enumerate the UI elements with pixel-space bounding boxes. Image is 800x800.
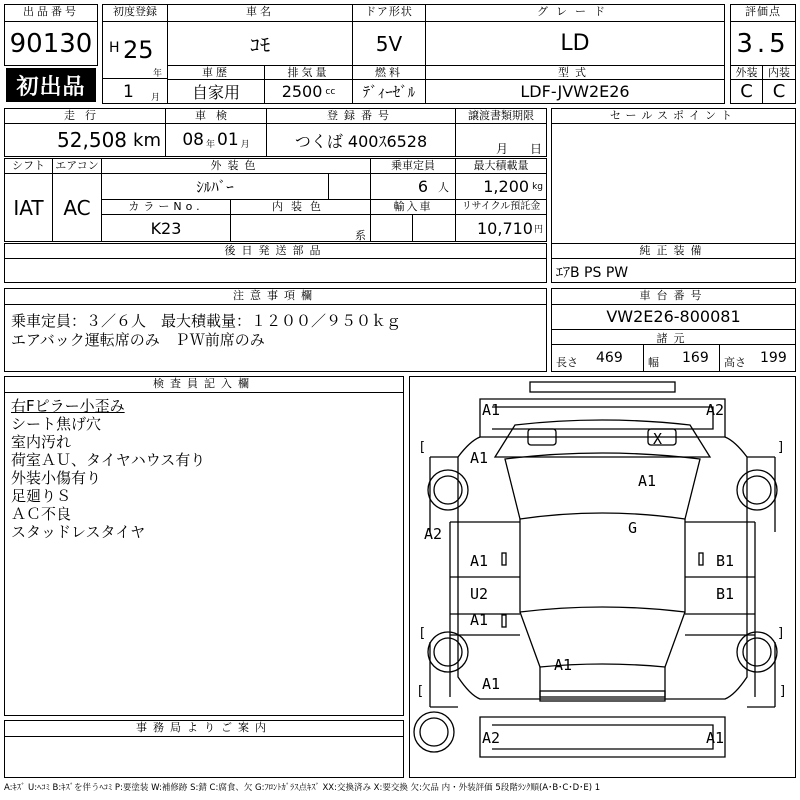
capacity-box [370,173,456,200]
header-section [4,4,796,104]
displacement: 2500 [281,82,323,101]
inspector-line: ＡＣ不良 [11,505,72,523]
mark-left-front-fender: A1 [470,449,489,467]
row3-section [4,158,547,242]
displacement-unit: cc [325,86,336,97]
transfer-month: 月 [496,142,509,156]
load-box [455,173,547,200]
model: LDF-JVW2E26 [425,79,725,104]
chassis-number: VW2E26-800081 [606,307,741,326]
notes-line-1: 乗車定員：３／６人 最大積載量：１２００／９５０ｋｇ [11,312,402,330]
mileage: 52,508 [57,128,128,152]
reg-month-box [102,78,168,104]
plate: つくば 400ｽ6528 [266,123,456,157]
inspector-line: スタッドレスタイヤ [11,523,146,541]
svg-text:[: [ [420,626,426,641]
svg-text:[: [ [420,440,426,455]
inspection-box [165,123,267,157]
dims-row [552,345,795,371]
mark-right-rear-panel: B1 [716,585,735,603]
fuel-label: 燃料 [352,65,426,80]
length: 469 [596,350,623,366]
insp-month-unit: 月 [240,139,250,150]
office-box [4,720,404,778]
capacity-unit: 人 [438,180,449,194]
sales-box [551,123,796,244]
load-unit: kg [532,181,543,192]
door-label: ドア形状 [352,4,426,22]
genuine-value: ｴｱB PS PW [556,265,629,281]
capacity: 6 [417,177,428,196]
name-label: 車名 [167,4,353,22]
history-label: 車歴 [167,65,265,80]
transfer-label: 譲渡書類期限 [455,108,547,124]
import-box-b [412,214,456,242]
svg-text:]: ] [778,440,784,455]
lot-label: 出品番号 [4,4,98,22]
mark-rear-right: A1 [706,729,725,747]
door-type: 5V [352,21,426,66]
mark-left-side: A2 [424,525,443,543]
capacity-label: 乗車定員 [370,158,456,174]
transfer-day: 日 [530,142,543,156]
later-parts-box [4,258,547,283]
recycle-box [455,214,547,242]
recycle-label: リサイクル預託金 [455,199,547,215]
car-name: ｺﾓ [167,21,353,66]
mark-left-front-door: A1 [470,552,489,570]
reg-month-unit: 月 [151,93,161,103]
mileage-box [4,123,166,157]
inspector-line: 足廻りＳ [11,487,72,505]
import-label: 輸入車 [370,199,456,215]
reg-month: 1 [123,82,134,102]
plate-label: 登録番号 [266,108,456,124]
inspector-box [4,376,404,716]
reg-year: 25 [123,36,154,64]
reg-label: 初度登録 [102,4,168,22]
score: 3.5 [730,21,796,66]
model-label: 型式 [425,65,725,80]
ext-grade-label: 外装 [730,65,763,80]
width: 169 [682,350,709,366]
fuel: ﾃﾞｨｰｾﾞﾙ [352,79,426,104]
mark-front-right: A2 [706,401,725,419]
height-label: 高さ [724,356,746,369]
mark-left-slide-door: U2 [470,585,489,603]
int-color-label: 内装色 [230,199,371,215]
notes-label: 注意事項欄 [5,289,546,305]
ext-color-label: 外装色 [101,158,371,174]
notes-line-2: エアバック運転席のみ ＰＷ前席のみ [11,331,265,349]
width-label: 幅 [648,356,659,369]
first-listing-badge: 初出品 [6,68,96,102]
shift-label: シフト [4,158,53,174]
insp-year-unit: 年 [205,139,215,150]
length-label: 長さ [556,356,578,369]
import-box-a [370,214,413,242]
insp-month: 01 [217,130,239,150]
displacement-label: 排気量 [264,65,353,80]
insp-year: 08 [182,130,204,150]
load: 1,200 [483,177,530,196]
inspector-line: 室内汚れ [11,433,72,451]
mileage-label: 走行 [4,108,166,124]
inspector-line: 外装小傷有り [11,469,102,487]
mark-hood: A1 [638,472,657,490]
ac-label: エアコン [52,158,102,174]
office-label: 事務局よりご案内 [5,721,403,737]
ext-grade: C [730,79,763,104]
ext-color-extra [328,173,371,200]
genuine-label: 純正装備 [551,243,796,259]
int-grade-label: 内装 [762,65,796,80]
legend: A:ｷｽﾞ U:ﾍｺﾐ B:ｷｽﾞを伴うﾍｺﾐ P:要塗装 W:補修跡 S:錆 C:腐食、欠 G:ﾌﾛﾝﾄｶﾞﾗｽ点ｷｽﾞ XX:交換済み X:要交換 欠:欠品 内・外装評価 5段階ﾗﾝｸ順(A･B･C･D･E) 1 [4,783,601,793]
color-no: K23 [101,214,231,242]
reg-year-unit: 年 [153,69,163,79]
history: 自家用 [167,79,265,104]
inspector-line: シート焦げ穴 [11,415,102,433]
inspector-label: 検査員記入欄 [5,377,403,393]
dims-label: 諸元 [552,329,795,345]
svg-text:[: [ [418,684,424,699]
mark-rear-roof: A1 [554,656,573,674]
mark-left-rear-door: A1 [470,611,489,629]
mark-roof: G [628,519,638,537]
int-color-box [230,214,371,242]
dims-divider-2 [719,345,720,371]
reg-year-box [102,21,168,79]
ext-color: ｼﾙﾊﾞｰ [101,173,329,200]
mark-windshield: X [653,430,663,448]
chassis-label: 車台番号 [552,289,795,305]
car-diagram [409,376,796,778]
inspector-lines [11,397,205,541]
dims-divider-1 [643,345,644,371]
reg-era: H [109,40,120,56]
load-label: 最大積載量 [455,158,547,174]
later-parts-label: 後日発送部品 [4,243,547,259]
transfer-box [455,123,547,157]
mark-left-rear-quarter: A1 [482,675,501,693]
recycle-unit: 円 [533,224,543,235]
inspector-line: 右Fピラー小歪み [11,397,125,415]
int-color-unit: 系 [355,229,366,242]
car-outline [410,377,795,777]
score-label: 評価点 [730,4,796,22]
mark-rear-left: A2 [482,729,501,747]
ac: AC [52,173,102,242]
int-grade: C [762,79,796,104]
lot-number: 90130 [4,21,98,66]
grade: LD [425,21,725,66]
color-no-label: カラーNo. [101,199,231,215]
inspection-label: 車検 [165,108,267,124]
recycle: 10,710 [477,218,533,238]
notes-box [4,288,547,372]
mileage-unit: km [133,129,161,151]
chassis-box [551,288,796,372]
svg-text:]: ] [778,626,784,641]
height: 199 [760,350,787,366]
displacement-box [264,79,353,104]
svg-text:]: ] [780,684,786,699]
genuine-box [551,258,796,283]
mark-front-left: A1 [482,401,501,419]
inspector-line: 荷室ＡＵ、タイヤハウス有り [11,451,206,469]
grade-label: グレード [425,4,725,22]
sales-label: セールスポイント [551,108,796,124]
mark-right-front-door: B1 [716,552,735,570]
shift: IAT [4,173,53,242]
